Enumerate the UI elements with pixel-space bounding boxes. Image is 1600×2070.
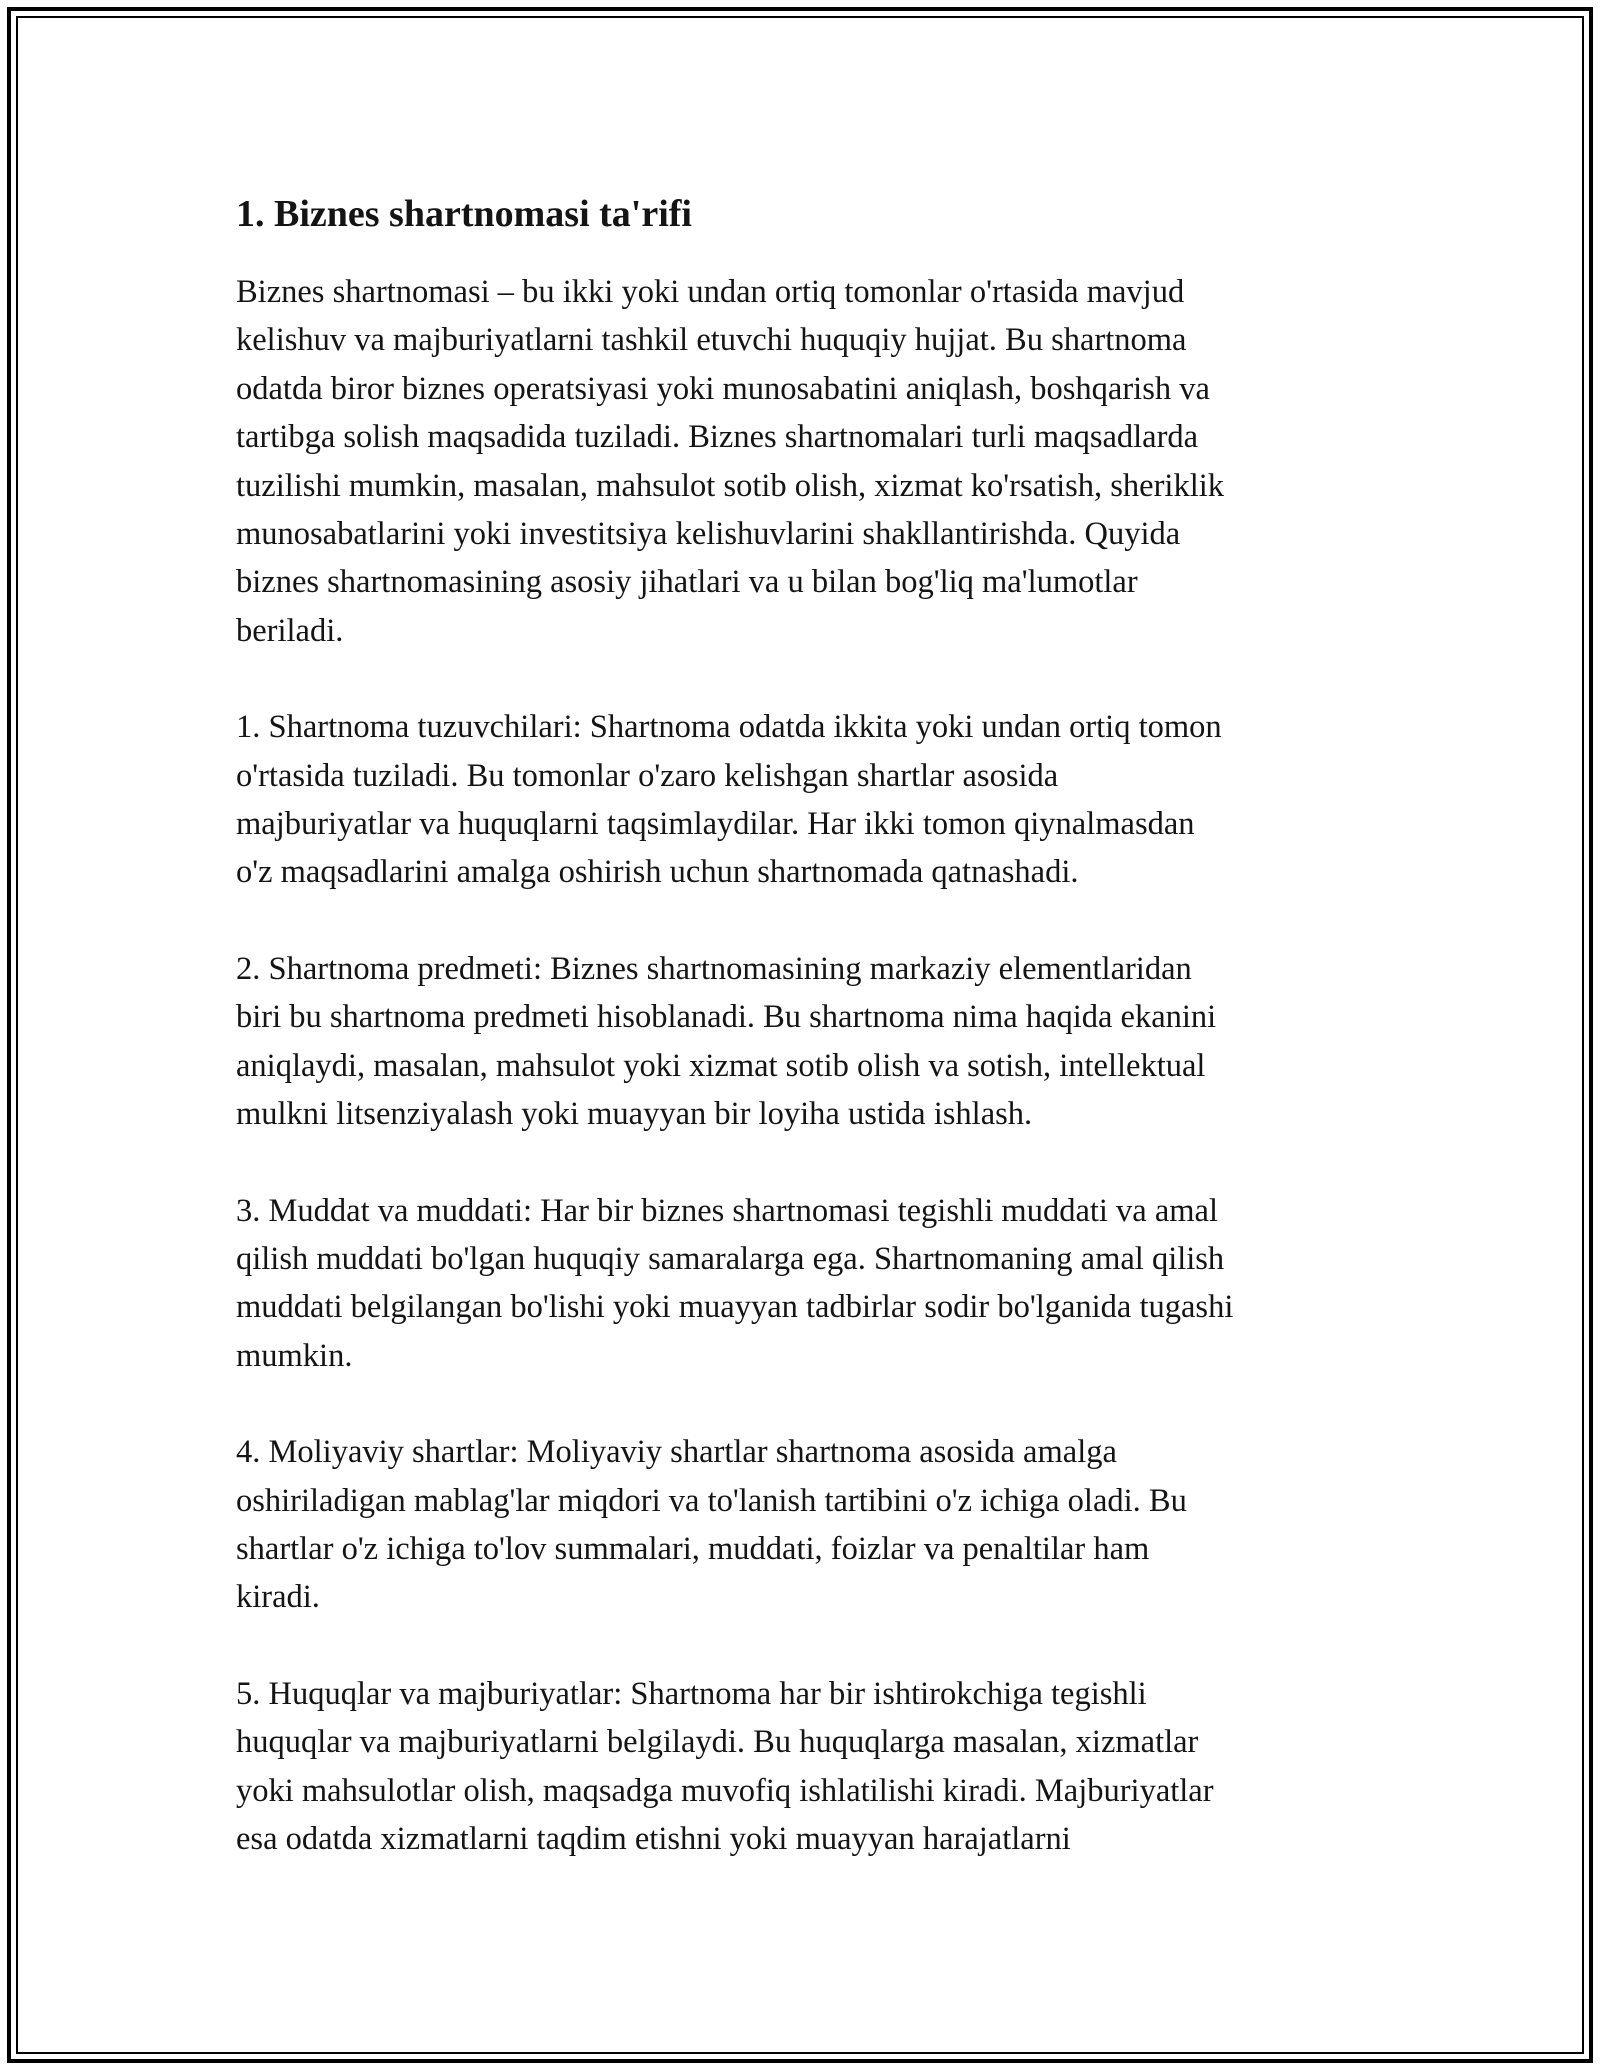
document-page [236,186,1376,1911]
section-heading: 1. Biznes shartnomasi ta'rifi [236,193,692,235]
paragraph-contract-parties: 1. Shartnoma tuzuvchilari: Shartnoma odatda ikkita yoki undan ortiq tomon o'rtasida tuziladi. Bu tomonlar o'zaro kelishgan shartlar asosida majburiyatlar va huquqlarni taqsimlaydilar. Har ikki tomon qiynalmasdan o'z maqsadlarini amalga oshirish uchun shartnomada qatnashadi. [236,709,1222,891]
paragraph-financial-terms: 4. Moliyaviy shartlar: Moliyaviy shartlar shartnoma asosida amalga oshiriladigan mablag'lar miqdori va to'lanish tartibini o'z ichiga oladi. Bu shartlar o'z ichiga to'lov summalari, muddati, foizlar va penaltilar ham kiradi. [236,1434,1187,1616]
paragraph-contract-subject: 2. Shartnoma predmeti: Biznes shartnomasining markaziy elementlaridan biri bu shartnoma predmeti hisoblanadi. Bu shartnoma nima haqida ekanini aniqlaydi, masalan, mahsulot yoki xizmat sotib olish va sotish, intellektual mulkni litsenziyalash yoki muayyan bir loyiha ustida ishlash. [236,950,1217,1133]
paragraph-term-duration: 3. Muddat va muddati: Har bir biznes shartnomasi tegishli muddati va amal qilish muddati bo'lgan huquqiy samaralarga ega. Shartnomaning amal qilish muddati belgilangan bo'lishi yoki muayyan tadbirlar sodir bo'lganida tugashi mumkin. [236,1192,1234,1374]
paragraph-rights-obligations: 5. Huquqlar va majburiyatlar: Shartnoma har bir ishtirokchiga tegishli huquqlar va majburiyatlarni belgilaydi. Bu huquqlarga masalan, xizmatlar yoki mahsulotlar olish, maqsadga muvofiq ishlatilishi kiradi. Majburiyatlar esa odatda xizmatlarni taqdim etishni yoki muayyan harajatlarni [236,1675,1214,1857]
intro-paragraph: Biznes shartnomasi – bu ikki yoki undan ortiq tomonlar o'rtasida mavjud kelishuv va majburiyatlarni tashkil etuvchi huquqiy hujjat. Bu shartnoma odatda biror biznes operatsiyasi yoki munosabatini aniqlash, boshqarish va tartibga solish maqsadida tuziladi. Biznes shartnomalari turli maqsadlarda tuzilishi mumkin, masalan, mahsulot sotib olish, xizmat ko'rsatish, sheriklik munosabatlarini yoki investitsiya kelishuvlarini shakllantirishda. Quyida biznes shartnomasining asosiy jihatlari va u bilan bog'liq ma'lumotlar beriladi. [236,274,1224,649]
